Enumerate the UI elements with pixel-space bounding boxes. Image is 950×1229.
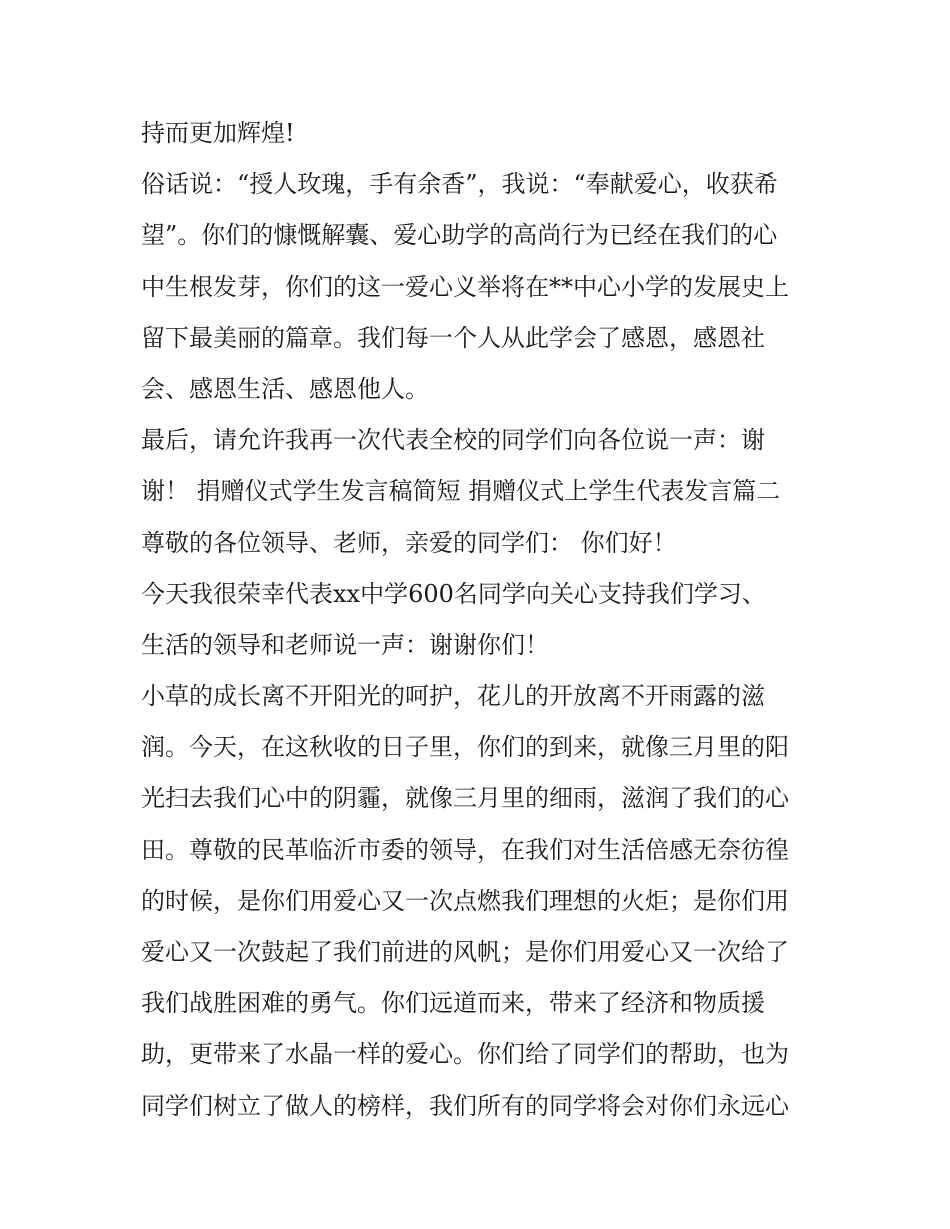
text-line: 尊敬的各位领导、老师，亲爱的同学们： 你们好！ [141,528,677,557]
text-line: 最后，请允许我再一次代表全校的同学们向各位说一声：谢 [141,426,765,455]
text-line: 生活的领导和老师说一声：谢谢你们！ [141,630,549,659]
text-line: 留下最美丽的篇章。我们每一个人从此学会了感恩，感恩社 [141,323,765,352]
text-line: 中生根发芽，你们的这一爱心义举将在**中心小学的发展史上 [141,272,789,301]
document-body [141,108,821,1132]
text-line: 今天我很荣幸代表xx中学600名同学向关心支持我们学习、 [141,579,766,608]
text-line: 爱心又一次鼓起了我们前进的风帆；是你们用爱心又一次给了 [141,938,789,966]
text-line: 会、感恩生活、感恩他人。 [141,374,429,403]
text-line: 润。今天，在这秋收的日子里，你们的到来，就像三月里的阳 [141,733,789,762]
text-line: 小草的成长离不开阳光的呵护，花儿的开放离不开雨露的滋 [141,682,765,711]
text-line: 助，更带来了水晶一样的爱心。你们给了同学们的帮助，也为 [141,1040,789,1069]
text-line: 俗话说：“授人玫瑰，手有余香”，我说：“奉献爱心，收获希 [141,170,778,199]
text-line: 光扫去我们心中的阴霾，就像三月里的细雨，滋润了我们的心 [141,784,789,813]
text-line: 同学们树立了做人的榜样，我们所有的同学将会对你们永远心 [141,1091,789,1120]
text-line: 田。尊敬的民革临沂市委的领导，在我们对生活倍感无奈彷徨 [141,835,789,864]
text-line: 的时候，是你们用爱心又一次点燃我们理想的火炬；是你们用 [141,886,789,915]
text-line: 望”。你们的慷慨解囊、爱心助学的高尚行为已经在我们的心 [141,221,778,250]
text-line: 持而更加辉煌! [141,119,295,147]
text-line: 我们战胜困难的勇气。你们远道而来，带来了经济和物质援 [141,989,765,1018]
text-line: 谢！ 捐赠仪式学生发言稿简短 捐赠仪式上学生代表发言篇二 [141,477,781,506]
